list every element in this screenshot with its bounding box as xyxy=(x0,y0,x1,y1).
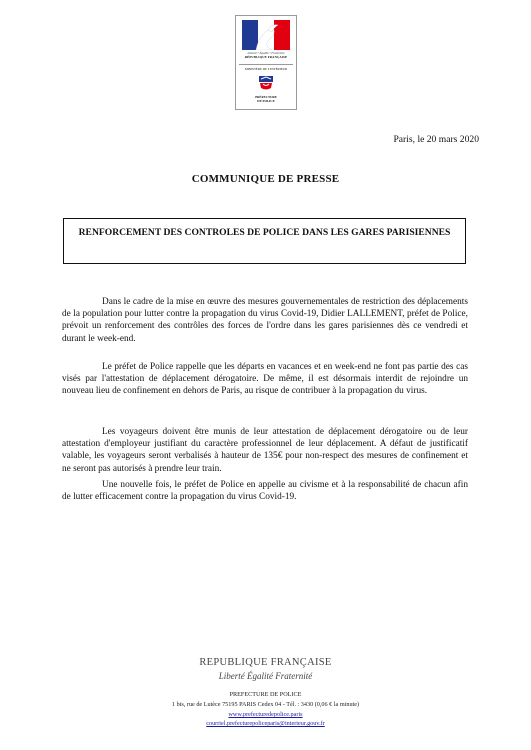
marianne-motto: Liberté • Égalité • Fraternité xyxy=(247,51,285,55)
paragraph-3: Les voyageurs doivent être munis de leur attestation de déplacement dérogatoire ou de leur attestation d'employeur justifiant du caractère professionnel de leur déplacement. A défaut de justificatif valable, les voyageurs seront verbalisés à hauteur de 135€ pour non-respect des mesures de confinement et ne seront pas autorisés à prendre leur train. xyxy=(62,427,468,474)
prefecture-line2: DE POLICE xyxy=(257,98,275,103)
footer-address: 1 bis, rue de Lutèce 75195 PARIS Cedex 04 - Tél. : 3430 (0,06 € la minute) xyxy=(171,701,360,708)
footer-website-link[interactable]: www.prefecturedepolice.paris xyxy=(228,711,303,718)
prefecture-label xyxy=(236,96,296,103)
footer-email-link[interactable]: courriel.prefecturepoliceparis@interieur.gouv.fr xyxy=(206,720,325,727)
paragraph-4: Une nouvelle fois, le préfet de Police en appelle au civisme et à la responsabilité de chacun afin de lutter efficacement contre la propagation du virus Covid-19. xyxy=(62,480,468,503)
marianne-flag-icon xyxy=(242,20,290,50)
prefecture-line1: PRÉFECTURE xyxy=(255,95,277,99)
logo-divider xyxy=(239,64,293,65)
headline-text: RENFORCEMENT DES CONTROLES DE POLICE DANS LES GARES PARISIENNES xyxy=(78,227,451,238)
ministere-line: MINISTÈRE DE L'INTÉRIEUR xyxy=(244,67,288,71)
ministere-label xyxy=(236,68,296,72)
headline-box xyxy=(63,218,466,264)
republique-label: RÉPUBLIQUE FRANÇAISE xyxy=(244,55,288,59)
footer-motto: Liberté Égalité Fraternité xyxy=(218,671,313,681)
footer-republique: REPUBLIQUE FRANÇAISE xyxy=(199,657,332,668)
document-type-title: COMMUNIQUE DE PRESSE xyxy=(191,173,340,185)
prefecture-police-emblem-icon xyxy=(258,75,274,91)
footer-prefecture: PREFECTURE DE POLICE xyxy=(229,691,302,698)
ministere-logo xyxy=(235,15,297,110)
paragraph-1: Dans le cadre de la mise en œuvre des mesures gouvernementales de restriction des déplacements de la population pour lutter contre la propagation du virus Covid-19, Didier LALLEMENT, préfet de Police, prévoit un renforcement des contrôles des forces de l'ordre dans les gares parisiennes dès ce vendredi et durant le week-end. xyxy=(62,297,468,344)
paragraph-2: Le préfet de Police rappelle que les départs en vacances et en week-end ne font pas partie des cas visés par l'attestation de déplacement dérogatoire. De même, il est désormais interdit de rejoindre un nouveau lieu de confinement en dehors de Paris, au risque de contribuer à la propagation du virus. xyxy=(62,362,468,397)
document-date: Paris, le 20 mars 2020 xyxy=(393,134,479,145)
